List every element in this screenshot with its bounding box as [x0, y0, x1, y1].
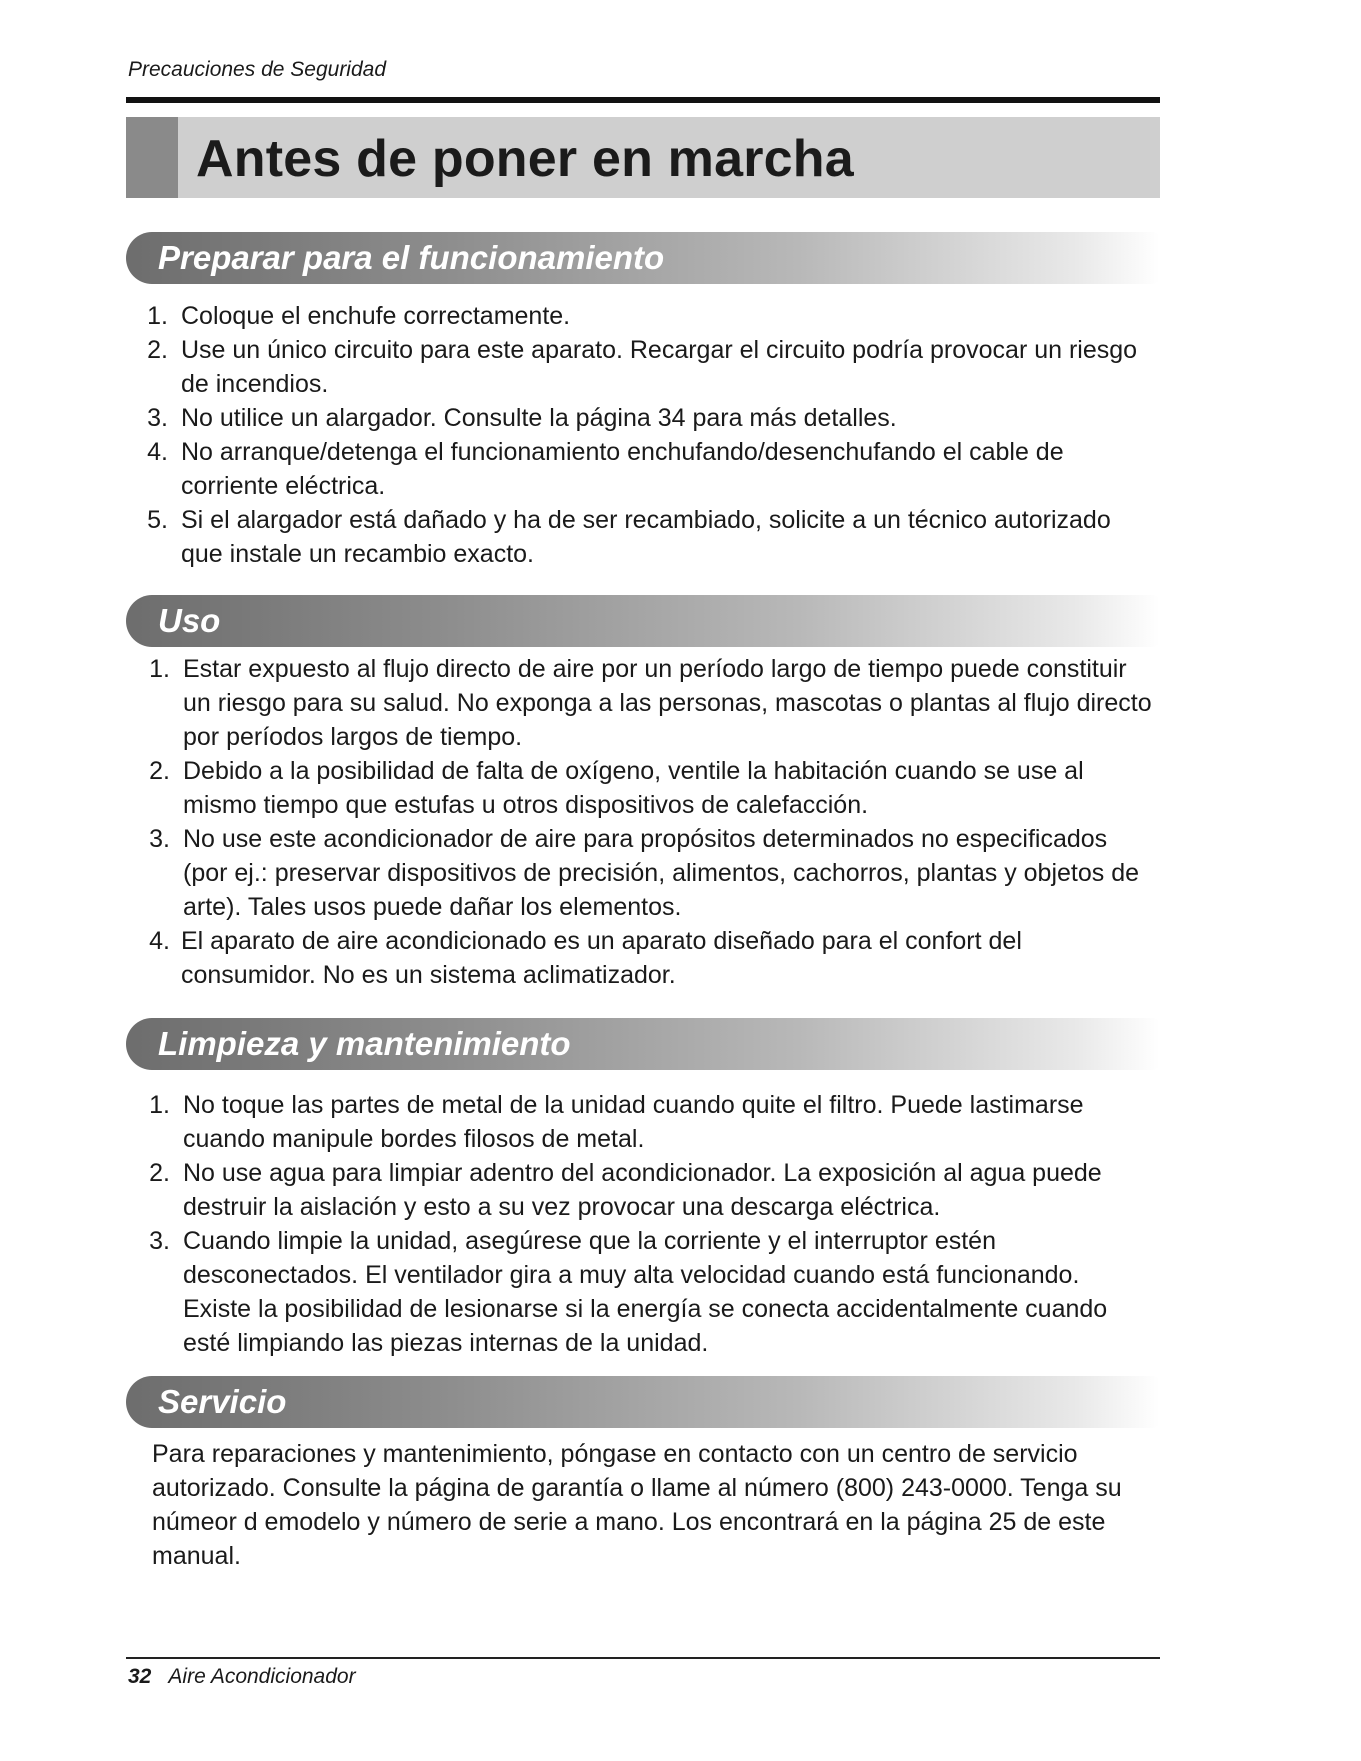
item-number: 4. [149, 927, 170, 955]
list-item [0, 822, 1153, 924]
item-number: 2. [147, 336, 168, 364]
item-text: Si el alargador está dañado y ha de ser recambiado, solicite a un técnico autorizado que instale un recambio exacto. [181, 506, 1111, 568]
section-heading-preparar-text: Preparar para el funcionamiento [158, 239, 665, 276]
section-heading-uso-text: Uso [158, 602, 221, 639]
item-text: No use este acondicionador de aire para propósitos determinados no especificados (por ej.: preservar dispositivos de precisión, alimentos, cachorros, plantas y objetos de arte). Tales usos puede dañar los elementos. [183, 825, 1140, 921]
item-text: El aparato de aire acondicionado es un aparato diseñado para el confort del consumidor. No es un sistema aclimatizador. [181, 927, 1022, 989]
item-text: No toque las partes de metal de la unidad cuando quite el filtro. Puede lastimarse cuando manipule bordes filosos de metal. [183, 1091, 1084, 1153]
list-item [0, 1156, 1153, 1224]
page-footer [128, 1665, 356, 1689]
page-number: 32 [128, 1665, 152, 1688]
item-text: No utilice un alargador. Consulte la página 34 para más detalles. [181, 404, 897, 432]
section-heading-servicio [126, 1376, 1160, 1428]
item-text: Use un único circuito para este aparato. Recargar el circuito podría provocar un riesgo de incendios. [181, 336, 1138, 398]
list-item [0, 652, 1153, 754]
item-text: Coloque el enchufe correctamente. [181, 302, 571, 330]
item-text: Estar expuesto al flujo directo de aire por un período largo de tiempo puede constituir un riesgo para su salud. No exponga a las personas, mascotas o plantas al flujo directo por períodos largos de tiempo. [183, 655, 1152, 751]
item-text: Cuando limpie la unidad, asegúrese que la corriente y el interruptor estén desconectados. El ventilador gira a muy alta velocidad cuando está funcionando. Existe la posibilidad de lesionarse si la energía se conecta accidentalmente cuando esté limpiando las piezas internas de la unidad. [183, 1227, 1108, 1357]
list-preparar [0, 299, 1141, 571]
service-paragraph: Para reparaciones y mantenimiento, póngase en contacto con un centro de servicio autorizado. Consulte la página de garantía o llame al número (800) 243-0000. Tenga su númeor d emodelo y número de serie a mano. Los encontrará en la página 25 de este manual. [152, 1440, 1122, 1570]
section-heading-limpieza [126, 1018, 1160, 1070]
list-item [0, 401, 1141, 435]
item-number: 2. [149, 757, 170, 785]
list-limpieza [0, 1088, 1153, 1360]
item-number: 4. [147, 438, 168, 466]
top-rule [126, 97, 1160, 103]
item-number: 3. [149, 1227, 170, 1255]
section-heading-limpieza-text: Limpieza y mantenimiento [158, 1025, 571, 1062]
item-number: 2. [149, 1159, 170, 1187]
item-text: No use agua para limpiar adentro del acondicionador. La exposición al agua puede destruir la aislación y esto a su vez provocar una descarga eléctrica. [183, 1159, 1102, 1221]
item-number: 5. [147, 506, 168, 534]
footer-product: Aire Acondicionador [168, 1665, 356, 1688]
bottom-rule [126, 1657, 1160, 1659]
list-item [0, 924, 1153, 992]
item-text: Debido a la posibilidad de falta de oxígeno, ventile la habitación cuando se use al mismo tiempo que estufas u otros dispositivos de calefacción. [183, 757, 1084, 819]
item-text: No arranque/detenga el funcionamiento enchufando/desenchufando el cable de corriente eléctrica. [181, 438, 1064, 500]
item-number: 3. [147, 404, 168, 432]
running-head: Precauciones de Seguridad [128, 58, 387, 81]
title-accent [126, 117, 178, 198]
title-bar [126, 117, 1160, 198]
list-item [0, 435, 1141, 503]
list-item [0, 1224, 1153, 1360]
item-number: 3. [149, 825, 170, 853]
page-title: Antes de poner en marcha [196, 130, 854, 188]
list-item [0, 299, 1141, 333]
section-heading-preparar [126, 232, 1160, 284]
section-heading-uso [126, 595, 1160, 647]
section-heading-servicio-text: Servicio [158, 1383, 287, 1420]
list-item [0, 754, 1153, 822]
item-number: 1. [149, 655, 170, 683]
list-item [0, 333, 1141, 401]
list-uso [0, 652, 1153, 992]
item-number: 1. [147, 302, 168, 330]
list-item [0, 503, 1141, 571]
list-item [0, 1088, 1153, 1156]
item-number: 1. [149, 1091, 170, 1119]
